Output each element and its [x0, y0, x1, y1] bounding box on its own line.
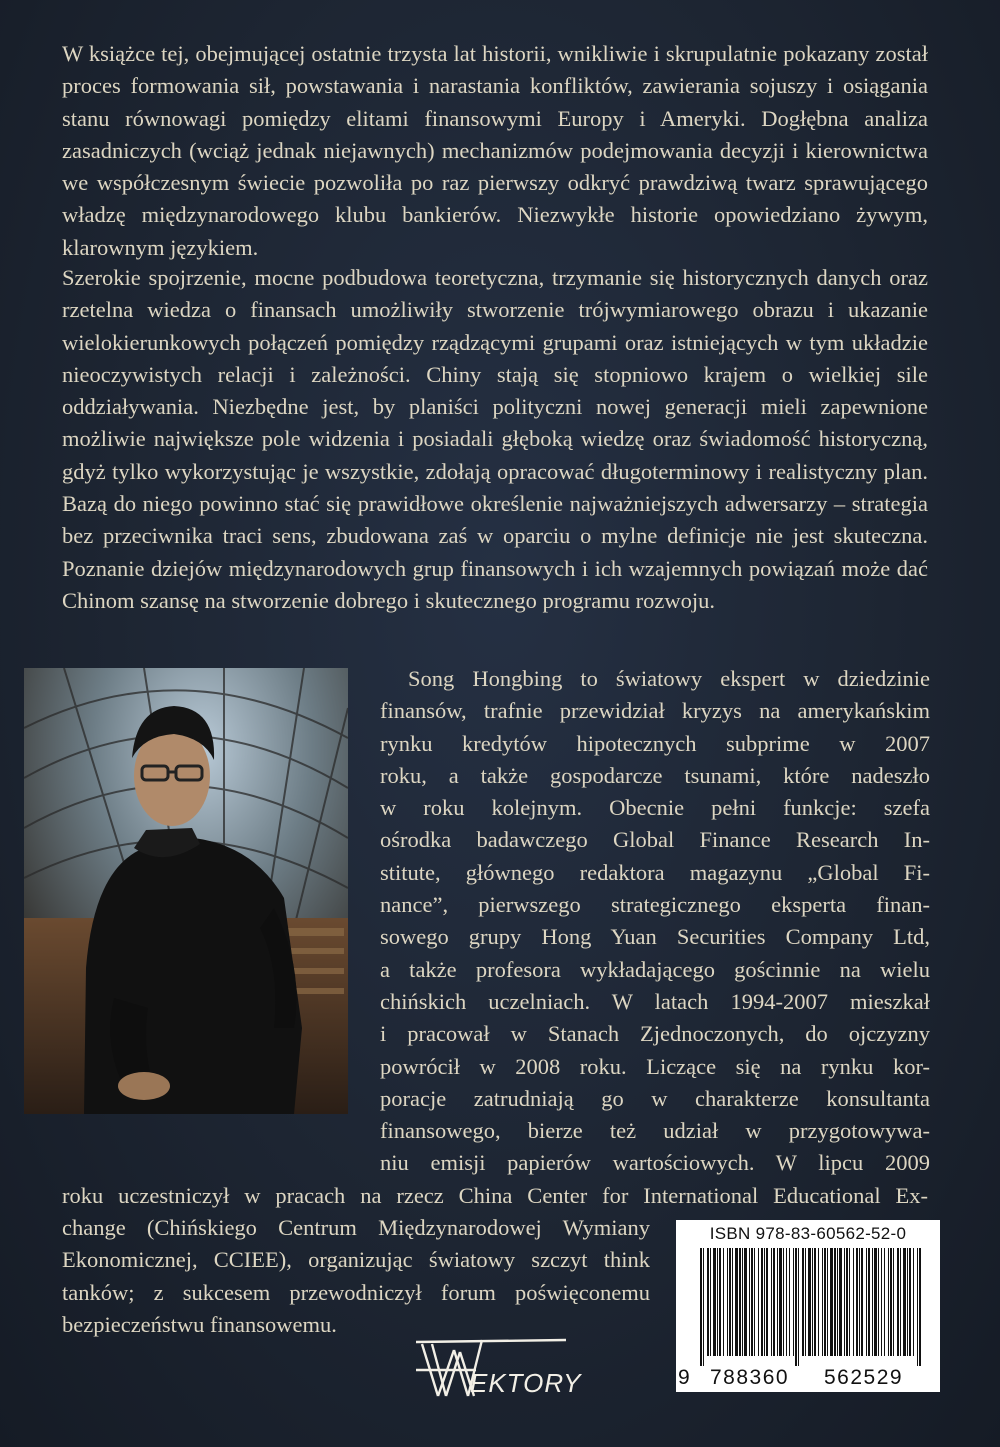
bio-line: a także profesora wykładającego gościnnie na wielu: [380, 956, 930, 982]
intro-paragraph-text: W książce tej, obejmującej ostatnie trzysta lat historii, wnikliwie i skrupulatnie pokazany został proces formowania sił, powstawania i narastania konfliktów, zawierania sojuszy i osiągania stanu równowagi pomiędzy elitami finansowymi Europy i Ameryki. Dogłębna analiza zasadniczych (wciąż jednak niejawnych) mechanizmów podejmowania decyzji i kierownictwa we współczesnym świecie pozwoliła po raz pierwszy odkryć prawdziwą twarz sprawującego władzę międzynarodowego klubu bankierów. Niezwykłe historie opowiedziano żywym, klarownym językiem.: [62, 41, 928, 260]
barcode-bar: [758, 1248, 759, 1356]
barcode-digit-prefix: 9: [678, 1366, 692, 1389]
barcode-bar: [919, 1248, 921, 1366]
barcode-bar: [903, 1248, 906, 1356]
barcode-bar: [884, 1248, 885, 1356]
barcode-bar: [824, 1248, 826, 1356]
barcode-bar: [827, 1248, 828, 1356]
barcode-bar: [789, 1248, 790, 1356]
barcode-bar: [795, 1248, 797, 1366]
barcode-bar: [732, 1248, 733, 1356]
barcode-bar: [779, 1248, 782, 1356]
bio-line: finansowego, bierze też udział w przygotowywa-: [380, 1118, 930, 1144]
bio-lines: [380, 663, 930, 1180]
barcode-bar: [742, 1248, 743, 1356]
bio-tail-lines: [62, 1212, 650, 1341]
barcode-bar: [700, 1248, 702, 1366]
barcode-bar: [846, 1248, 848, 1356]
barcode-bar: [812, 1248, 813, 1356]
barcode-bar: [837, 1248, 838, 1356]
barcode-bar: [872, 1248, 873, 1356]
bio-tail-line: change (Chińskiego Centrum Międzynarodowej Wymiany: [62, 1215, 650, 1240]
bio-tail-line: Ekonomicznej, CCIEE), organizując światowy szczyt think: [62, 1247, 650, 1273]
author-photo: [24, 668, 348, 1114]
barcode-bar: [773, 1248, 775, 1356]
second-paragraph-text: Szerokie spojrzenie, mocne podbudowa teoretyczna, trzymanie się historycznych danych oraz rzetelna wiedza o finansach umożliwiły stworzenie trójwymiarowego obrazu i ukazanie wielokierunkowych połączeń pomiędzy rządzącymi grupami oraz istniejących w tym układzie nieoczywistych relacji i zależności. Chiny stają się stopniowo krajem o wielkiej sile oddziaływania. Niezbędne jest, by planiści polityczni nowej generacji mieli zapewnione możliwie największe pole widzenia i posiadali głęboką wiedzę oraz świadomość historyczną, gdyż tylko wykorzystując je wszystkie, zdołają opracować długoterminowy i realistyczny plan. Bazą do niego powinno stać się prawidłowe określenie najważniejszych adwersarzy – strategia bez przeciwnika traci sens, zbudowana zaś w oparciu o mylne definicje nie jest skuteczna. Poznanie dziejów międzynarodowych grup finansowych i ich wzajemnych powiązań może dać Chinom szansę na stworzenie dobrego i skutecznego programu rozwoju.: [62, 265, 928, 613]
barcode-bar: [878, 1248, 879, 1356]
barcode-bar: [764, 1248, 765, 1356]
barcode-bar: [729, 1248, 731, 1356]
barcode-bar: [893, 1248, 894, 1356]
bio-tail-line: bezpieczeństwu finansowemu.: [62, 1311, 337, 1337]
barcode-bar: [707, 1248, 709, 1356]
barcode-bar: [713, 1248, 716, 1356]
barcode-bar: [735, 1248, 738, 1356]
bio-line: niu emisji papierów wartościowych. W lipcu 2009: [380, 1150, 930, 1176]
barcode-bar: [754, 1248, 755, 1356]
bio-line: roku, a także gospodarcze tsunami, które nadeszło: [380, 762, 930, 788]
barcode-bar: [766, 1248, 768, 1356]
barcode-bar: [805, 1248, 806, 1356]
barcode-bar: [859, 1248, 860, 1356]
isbn-barcode-label: [676, 1220, 940, 1392]
bio-line: ośrodka badawczego Global Finance Research In-: [380, 827, 930, 853]
barcode-graphic: [686, 1248, 930, 1368]
barcode-bar: [717, 1248, 718, 1356]
barcode-bar: [900, 1248, 901, 1356]
bio-line: Song Hongbing to światowy ekspert w dziedzinie: [408, 666, 930, 691]
barcode-bar: [913, 1248, 914, 1356]
bio-tail-line: tanków; z sukcesem przewodniczył forum poświęconemu: [62, 1279, 650, 1305]
barcode-bar: [798, 1248, 799, 1366]
barcode-bar: [874, 1248, 877, 1356]
barcode-digits-left: 788360: [710, 1366, 790, 1389]
barcode-bar: [834, 1248, 836, 1356]
barcode-bar: [818, 1248, 819, 1356]
intro-paragraph: [62, 38, 928, 264]
bio-line: i pracował w Stanach Zjednoczonych, do ojczyzny: [380, 1021, 930, 1047]
bio-line: nance”, pierwszego strategicznego eksperta finan-: [380, 892, 930, 918]
bio-line: sowego grupy Hong Yuan Securities Company Ltd,: [380, 924, 930, 950]
barcode-bar: [849, 1248, 850, 1356]
bio-line: poracje zatrudniają go w charakterze konsultanta: [380, 1085, 930, 1111]
barcode-bar: [853, 1248, 854, 1356]
bio-tail-line: roku uczestniczył w pracach na rzecz China Center for International Educational Ex-: [62, 1183, 928, 1208]
barcode-bar: [839, 1248, 842, 1356]
barcode-bar: [909, 1248, 911, 1356]
barcode-bar: [868, 1248, 870, 1356]
barcode-bar: [822, 1248, 823, 1356]
barcode-bar: [786, 1248, 787, 1356]
barcode-bar: [866, 1248, 867, 1356]
barcode-bar: [710, 1248, 711, 1356]
barcode-bar: [861, 1248, 863, 1356]
second-paragraph: [62, 262, 928, 617]
barcode-bar: [917, 1248, 918, 1366]
barcode-bar: [744, 1248, 747, 1356]
barcode-digits-right: 562529: [824, 1366, 904, 1389]
barcode-bar: [771, 1248, 772, 1356]
barcode-bar: [727, 1248, 728, 1356]
bio-line: w roku kolejnym. Obecnie pełni funkcje: szefa: [380, 795, 930, 821]
barcode-bar: [907, 1248, 908, 1356]
barcode-bar: [751, 1248, 753, 1356]
barcode-bar: [888, 1248, 889, 1356]
barcode-bar: [703, 1248, 704, 1366]
bio-line: powrócił w 2008 roku. Liczące się na rynku kor-: [380, 1053, 930, 1079]
barcode-bar: [783, 1248, 784, 1356]
barcode-bar: [719, 1248, 721, 1356]
bio-line: finansów, trafnie przewidział kryzys na amerykańskim: [380, 698, 930, 724]
bio-line: rynku kredytów hipotecznych subprime w 2007: [380, 730, 930, 756]
isbn-text: ISBN 978-83-60562-52-0: [709, 1224, 907, 1243]
barcode-bar: [830, 1248, 833, 1356]
publisher-logo: [416, 1330, 582, 1404]
bio-tail-line-full: [62, 1180, 928, 1212]
barcode-bar: [802, 1248, 804, 1356]
barcode-bar: [749, 1248, 750, 1356]
barcode-bar: [793, 1248, 794, 1356]
publisher-logo-text: EKTORY: [470, 1368, 582, 1398]
barcode-bar: [723, 1248, 724, 1356]
barcode-bar: [777, 1248, 778, 1356]
barcode-bar: [890, 1248, 892, 1356]
bio-line: stitute, głównego redaktora magazynu „Global Fi-: [380, 859, 930, 885]
barcode-bar: [739, 1248, 741, 1356]
barcode-bar: [897, 1248, 899, 1356]
barcode-bar: [881, 1248, 882, 1356]
bio-line: chińskich uczelniach. W latach 1994-2007 mieszkał: [380, 988, 930, 1014]
barcode-bar: [814, 1248, 816, 1356]
barcode-bar: [856, 1248, 858, 1356]
barcode-bar: [808, 1248, 811, 1356]
barcode-bar: [761, 1248, 763, 1356]
barcode-bar: [844, 1248, 845, 1356]
